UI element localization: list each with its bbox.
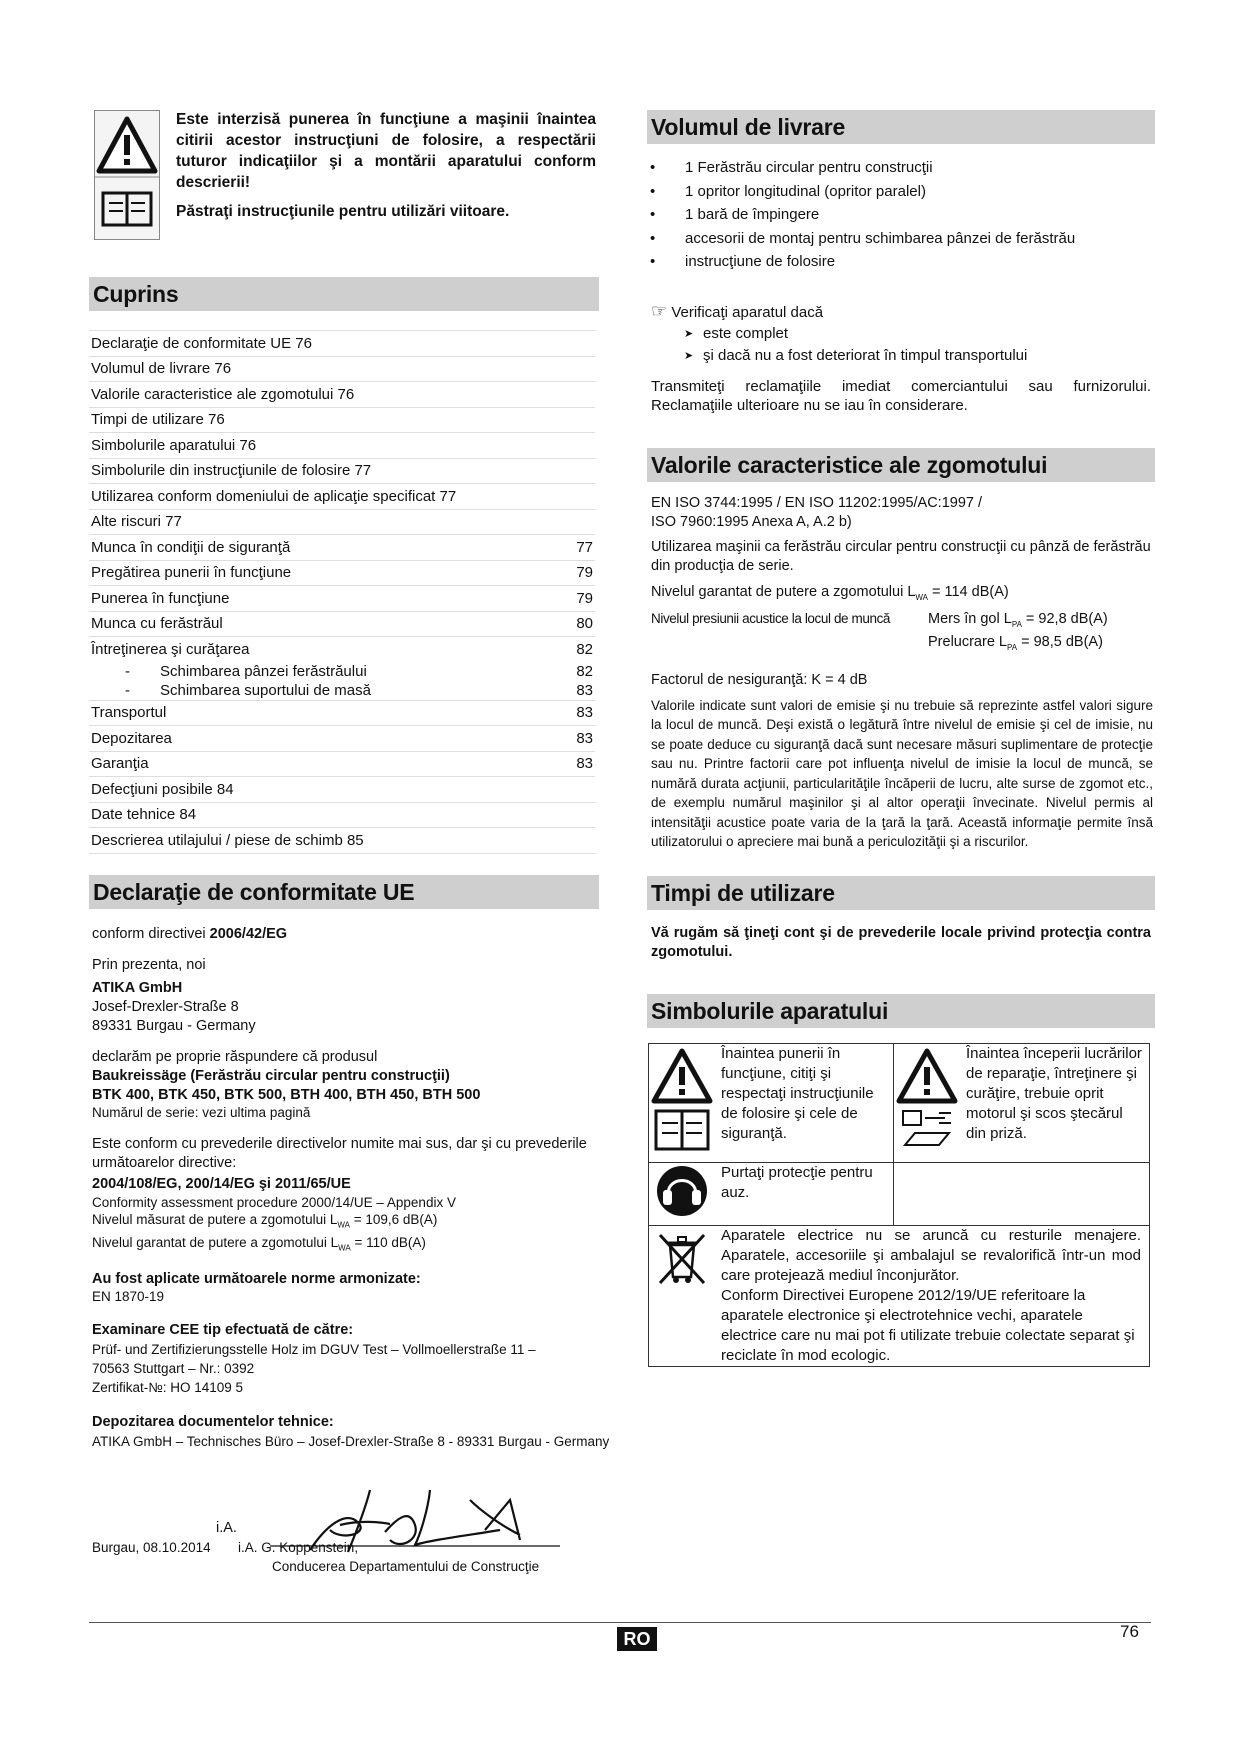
toc-label: Transportul bbox=[89, 700, 561, 726]
toc-row bbox=[89, 535, 595, 561]
toc-label: Depozitarea bbox=[89, 726, 561, 752]
warning-text: Este interzisă punerea în funcţiune a maşinii înaintea citirii acestor instrucţiuni de folosire, a respectării tuturor indicaţiilor şi a montării aparatului conform descrierii! Păstraţi instrucţiunile pentru utilizări viitoare. bbox=[176, 111, 596, 220]
toc-label: Munca în condiţii de siguranţă bbox=[89, 535, 561, 561]
place-date: Burgau, 08.10.2014 bbox=[92, 1540, 211, 1555]
usage-times-text: Vă rugăm să ţineţi cont şi de prevederile locale privind protecţia contra zgomotului. bbox=[651, 925, 1151, 960]
usage-times-title: Timpi de utilizare bbox=[647, 876, 1155, 910]
check-item: ➤ şi dacă nu a fost deteriorat în timpul transportului bbox=[651, 345, 1151, 367]
serial: Numărul de serie: vezi ultima pagină bbox=[92, 1105, 311, 1120]
guaranteed-level: Nivelul garantat de putere a zgomotului $L_{WA} = 110$ dB(A) bbox=[92, 1234, 426, 1253]
toc-page: 79 bbox=[561, 560, 595, 586]
models: BTK 400, BTK 450, BTK 500, BTH 400, BTH 450, BTH 500 bbox=[92, 1087, 481, 1103]
toc-page bbox=[561, 331, 595, 357]
toc-page: 80 bbox=[561, 611, 595, 637]
read-manual-icon bbox=[650, 1045, 714, 1155]
toc-table bbox=[89, 330, 595, 854]
toc-page: 83 bbox=[561, 700, 595, 726]
warning-triangle-icon bbox=[95, 111, 159, 239]
toc-page: 79 bbox=[561, 586, 595, 612]
unplug-before-repair-icon bbox=[895, 1045, 959, 1155]
delivery-item: • 1 Ferăstrău circular pentru construcţii bbox=[650, 156, 1150, 180]
toc-row bbox=[89, 828, 595, 854]
delivery-item: • 1 opritor longitudinal (opritor paralel) bbox=[650, 180, 1150, 204]
delivery-item: • accesorii de montaj pentru schimbarea pânzei de ferăstrău bbox=[650, 227, 1150, 251]
toc-label: Pregătirea punerii în funcţiune bbox=[89, 560, 561, 586]
symbol-empty-cell bbox=[894, 1163, 1150, 1226]
toc-row bbox=[89, 331, 595, 357]
toc-row bbox=[89, 407, 595, 433]
toc-page bbox=[561, 509, 595, 535]
product: Baukreissäge (Ferăstrău circular pentru construcţii) bbox=[92, 1068, 450, 1084]
delivery-title: Volumul de livrare bbox=[647, 110, 1155, 144]
idle-value: Mers în gol $L_{PA} = 92,8$ dB(A) bbox=[928, 610, 1108, 629]
toc-page bbox=[561, 356, 595, 382]
toc-label: Întreţinerea şi curăţarea bbox=[89, 637, 561, 662]
toc-label: Valorile caracteristice ale zgomotului 76 bbox=[89, 382, 561, 408]
toc-row bbox=[89, 637, 595, 662]
symbol-ear-icon-cell bbox=[649, 1163, 718, 1226]
toc-row bbox=[89, 586, 595, 612]
declaration-title: Declaraţie de conformitate UE bbox=[89, 875, 599, 909]
ia-label: i.A. bbox=[216, 1520, 237, 1536]
toc-label: Timpi de utilizare 76 bbox=[89, 407, 561, 433]
conform-text: Este conform cu prevederile directivelor numite mai sus, dar şi cu prevederile următoarelor directive: bbox=[92, 1136, 587, 1171]
processing-value: Prelucrare $L_{PA} = 98,5$ dB(A) bbox=[928, 633, 1103, 652]
toc-page: 83 bbox=[561, 751, 595, 777]
usage: Utilizarea maşinii ca ferăstrău circular pentru construcţii cu pânză de ferăstrău din producţia de serie. bbox=[651, 539, 1151, 574]
toc-row bbox=[89, 560, 595, 586]
noise-title: Valorile caracteristice ale zgomotului bbox=[647, 448, 1155, 482]
complaint-text: Transmiteţi reclamaţiile imediat comerciantului sau furnizorului. Reclamaţiile ulterioare nu se iau în considerare. bbox=[651, 378, 1151, 414]
declaration-body bbox=[92, 925, 612, 1451]
language-badge: RO bbox=[617, 1627, 657, 1651]
delivery-item: • instrucţiune de folosire bbox=[650, 250, 1150, 274]
directive-line: conform directivei 2006/42/EG bbox=[92, 926, 288, 942]
toc-label: Date tehnice 84 bbox=[89, 802, 561, 828]
exam-line3: Zertifikat-№: HO 14109 5 bbox=[92, 1380, 244, 1396]
norms: EN 1870-19 bbox=[92, 1289, 165, 1305]
symbol-repair-text: Înaintea începerii lucrărilor de reparaţie, întreţinere şi curăţire, trebuie oprit motorul şi scos ştecărul din priză. bbox=[962, 1044, 1150, 1163]
toc-dash: - bbox=[125, 681, 130, 699]
toc-dash: - bbox=[125, 662, 130, 680]
delivery-item: • 1 bară de împingere bbox=[650, 203, 1150, 227]
weee-text-1: Aparatele electrice nu se aruncă cu resturile menajere. Aparatele, accesoriile şi ambalajul se revalorifică într-un mod care protejează mediul înconjurător. bbox=[721, 1227, 1141, 1284]
toc-page: 77 bbox=[561, 535, 595, 561]
toc-label: Alte riscuri 77 bbox=[89, 509, 561, 535]
page-number: 76 bbox=[1120, 1622, 1139, 1641]
toc-row bbox=[89, 726, 595, 752]
footer-rule bbox=[89, 1622, 1151, 1623]
assessment: Conformity assessment procedure 2000/14/UE – Appendix V bbox=[92, 1195, 456, 1210]
noise-text: Valorile indicate sunt valori de emisie şi nu trebuie să reprezinte astfel valori sigure la locul de muncă. Deşi există o legătură între nivelul de emisie şi cel de imisie, nu se poate deduce cu siguranţă dacă sunt necesare măsuri suplimentare de protecţie sau nu. Printre factorii care pot influenţa nivelul de imisie la locul de muncă, se numără durata acţiunii, particularităţile încăperii de lucru, alte surse de zgomot etc., de exemplu numărul maşinilor şi al altor operaţii învecinate. Nivelul permis al intensităţii acustice poate varia de la ţară la ţară. Această informaţie permite însă utilizatorului o apreciere mai bună a periculozităţii şi a riscurilor. bbox=[651, 697, 1153, 850]
standards-2: ISO 7960:1995 Anexa A, A.2 b) bbox=[651, 514, 852, 530]
keep-instructions: Păstraţi instrucţiunile pentru utilizări viitoare. bbox=[176, 203, 510, 220]
check-list bbox=[651, 323, 1151, 367]
toc-label: Utilizarea conform domeniului de aplicaţie specificat 77 bbox=[89, 484, 561, 510]
toc-page: 82 bbox=[561, 637, 595, 662]
toc-page bbox=[561, 777, 595, 803]
toc-row bbox=[89, 611, 595, 637]
toc-title: Cuprins bbox=[89, 277, 599, 311]
city: 89331 Burgau - Germany bbox=[92, 1018, 256, 1034]
weee-text-2: Conform Directivei Europene 2012/19/UE referitoare la aparatele electronice şi electrotehnice vechi, aparatele electrice care nu mai pot fi utilizate trebuie colectate separat şi reciclate în mod ecologic. bbox=[721, 1287, 1135, 1364]
intro: Prin prezenta, noi bbox=[92, 957, 206, 973]
warning-icon-box bbox=[94, 110, 160, 240]
check-item: ➤ este complet bbox=[651, 323, 1151, 345]
lpa-label: Nivelul presiunii acustice la locul de muncă bbox=[651, 610, 891, 626]
toc-label: - Schimbarea suportului de masă bbox=[125, 681, 371, 699]
toc-row bbox=[89, 382, 595, 408]
toc-page bbox=[561, 458, 595, 484]
toc-row bbox=[89, 484, 595, 510]
symbol-weee-text bbox=[717, 1226, 1150, 1367]
docs: ATIKA GmbH – Technisches Büro – Josef-Drexler-Straße 8 - 89331 Burgau - Germany bbox=[92, 1434, 610, 1450]
noise-body bbox=[651, 494, 1153, 852]
toc-page: 83 bbox=[576, 681, 593, 699]
toc-page: 83 bbox=[561, 726, 595, 752]
toc-label: Volumul de livrare 76 bbox=[89, 356, 561, 382]
toc-label: Munca cu ferăstrăul bbox=[89, 611, 561, 637]
toc-page: 82 bbox=[576, 662, 593, 680]
uncertainty: Factorul de nesiguranţă: K = 4 dB bbox=[651, 671, 868, 688]
toc-row bbox=[89, 802, 595, 828]
symbols-title: Simbolurile aparatului bbox=[647, 994, 1155, 1028]
toc-row bbox=[89, 751, 595, 777]
directives: 2004/108/EG, 200/14/EG şi 2011/65/UE bbox=[92, 1176, 351, 1192]
toc-label: Simbolurile din instrucţiunile de folosire 77 bbox=[89, 458, 561, 484]
toc-page bbox=[561, 802, 595, 828]
toc-page bbox=[561, 407, 595, 433]
signer: i.A. G. Koppenstein, bbox=[238, 1540, 359, 1555]
toc-row bbox=[89, 509, 595, 535]
toc-row bbox=[89, 662, 595, 681]
hand-pointer-icon: ☞ bbox=[651, 301, 668, 321]
exam-line1: Prüf- und Zertifizierungsstelle Holz im DGUV Test – Vollmoellerstraße 11 – bbox=[92, 1342, 536, 1358]
measured-level: Nivelul măsurat de putere a zgomotului $L_{WA} = 109,6$ dB(A) bbox=[92, 1212, 438, 1230]
toc-label: Descrierea utilajului / piese de schimb 85 bbox=[89, 828, 561, 854]
norms-title: Au fost aplicate următoarele norme armonizate: bbox=[92, 1271, 421, 1288]
toc-label: Garanţia bbox=[89, 751, 561, 777]
docs-title: Depozitarea documentelor tehnice: bbox=[92, 1414, 334, 1431]
delivery-list bbox=[650, 156, 1150, 274]
book-icon bbox=[103, 193, 151, 225]
toc-page bbox=[561, 433, 595, 459]
symbol-ear-text: Purtaţi protecţie pentru auz. bbox=[717, 1163, 894, 1226]
declare: declarăm pe proprie răspundere că produsul bbox=[92, 1049, 378, 1065]
signer-role: Conducerea Departamentului de Construcţie bbox=[272, 1559, 540, 1574]
exam-line2: 70563 Stuttgart – Nr.: 0392 bbox=[92, 1361, 255, 1377]
toc-label: Declaraţie de conformitate UE 76 bbox=[89, 331, 561, 357]
symbols-table bbox=[648, 1043, 1150, 1367]
standards-1: EN ISO 3744:1995 / EN ISO 11202:1995/AC:1997 / bbox=[651, 495, 983, 511]
toc-label: Simbolurile aparatului 76 bbox=[89, 433, 561, 459]
toc-label: - Schimbarea pânzei ferăstrăului bbox=[125, 662, 367, 680]
symbol-repair-icon-cell bbox=[894, 1044, 963, 1163]
toc-page bbox=[561, 828, 595, 854]
toc-row bbox=[89, 700, 595, 726]
exam-title: Examinare CEE tip efectuată de către: bbox=[92, 1322, 354, 1339]
toc-label: Punerea în funcţiune bbox=[89, 586, 561, 612]
toc-row bbox=[89, 433, 595, 459]
company: ATIKA GmbH bbox=[92, 980, 183, 996]
street: Josef-Drexler-Straße 8 bbox=[92, 999, 239, 1015]
toc-row bbox=[89, 458, 595, 484]
lwa: Nivelul garantat de putere a zgomotului $L_{WA} = 114$ dB(A) bbox=[651, 584, 1009, 602]
ear-protection-icon bbox=[650, 1164, 714, 1218]
toc-page bbox=[561, 484, 595, 510]
symbol-read-icon-cell bbox=[649, 1044, 718, 1163]
toc-page bbox=[561, 382, 595, 408]
toc-row bbox=[89, 681, 595, 701]
toc-row bbox=[89, 777, 595, 803]
symbol-read-text: Înaintea punerii în funcţiune, citiţi şi respectaţi instrucţiunile de folosire şi cele de siguranţă. bbox=[717, 1044, 894, 1163]
check-line: ☞ Verificaţi aparatul dacă bbox=[651, 301, 824, 321]
toc-label: Defecţiuni posibile 84 bbox=[89, 777, 561, 803]
crossed-bin-icon bbox=[650, 1227, 714, 1287]
symbol-weee-icon-cell bbox=[649, 1226, 718, 1367]
toc-row bbox=[89, 356, 595, 382]
